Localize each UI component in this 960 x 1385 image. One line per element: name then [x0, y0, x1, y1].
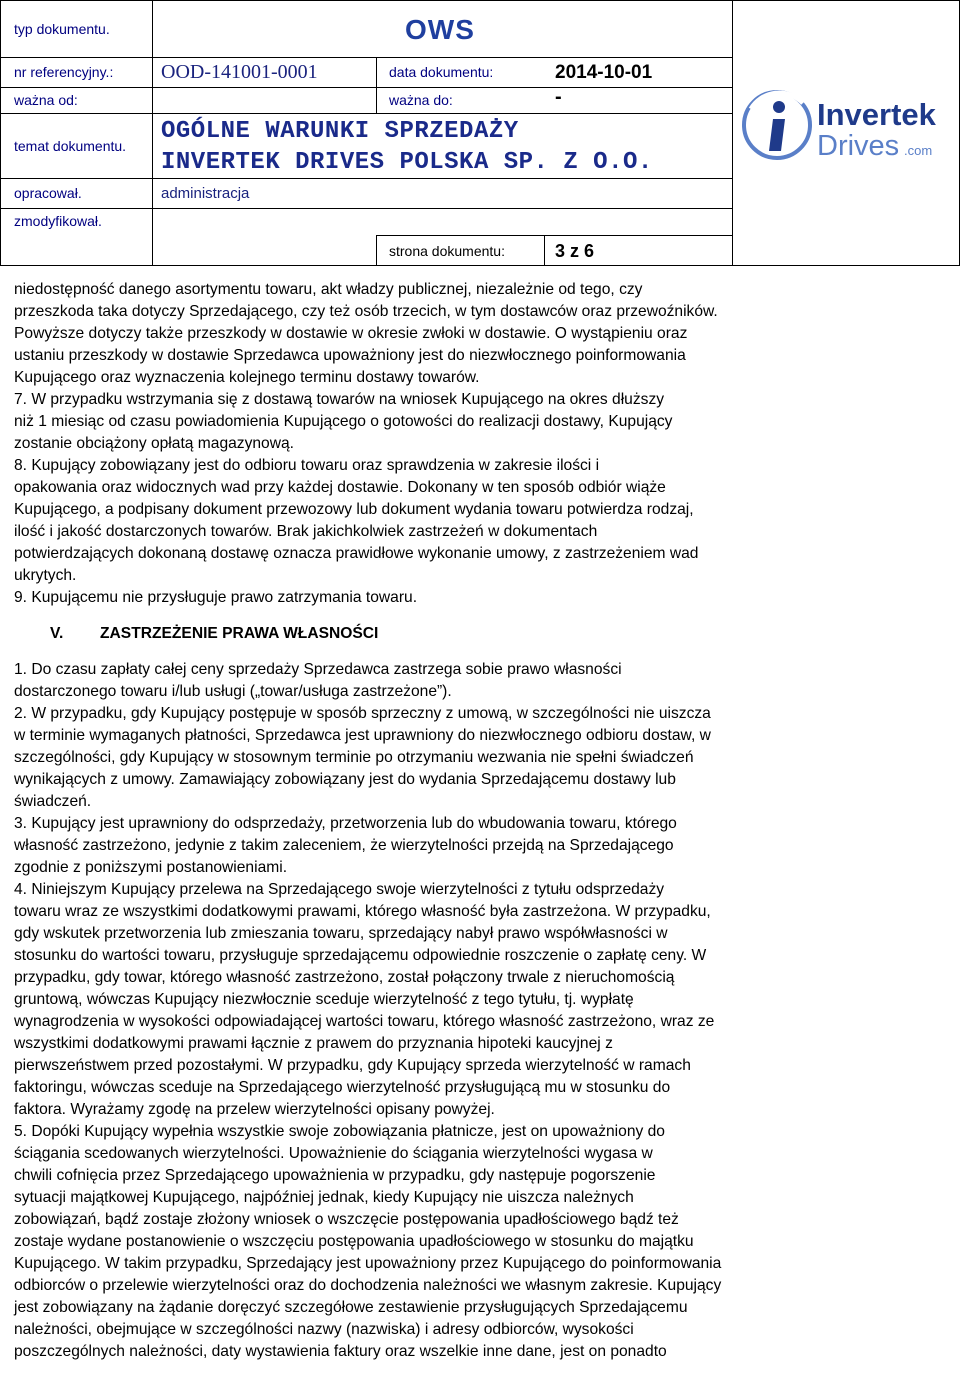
- header-divider: [1, 208, 732, 209]
- header-divider: [1, 87, 732, 88]
- header-divider: [376, 57, 377, 113]
- text-line: 3. Kupujący jest uprawniony do odsprzedaży, przetworzenia lub do wbudowania towaru, którego: [14, 815, 677, 832]
- text-line: zobowiązań, bądź zostaje złożony wniosek o wszczęcie postępowania upadłościowego bądź też: [14, 1211, 679, 1228]
- section-heading: [14, 623, 944, 645]
- text-line: zostanie obciążony opłatą magazynową.: [14, 435, 294, 452]
- text-line: ukrytych.: [14, 567, 77, 584]
- body-paragraphs-bottom: [14, 659, 944, 1363]
- header-divider: [376, 235, 732, 236]
- text-line: zostaje wydane postanowienie o wszczęciu postępowania upadłościowego w stosunku do majątku: [14, 1233, 694, 1250]
- text-line: 8. Kupujący zobowiązany jest do odbioru towaru oraz sprawdzenia w zakresie ilości i: [14, 457, 600, 474]
- document-date-label: data dokumentu:: [389, 64, 494, 80]
- reference-number-value: OOD-141001-0001: [161, 61, 318, 83]
- text-line: odbiorców o przelewie wierzytelności oraz do dochodzenia należności we własnym zakresie. Kupujący: [14, 1277, 722, 1294]
- document-topic-line1: OGÓLNE WARUNKI SPRZEDAŻY: [161, 118, 519, 145]
- header-divider: [1, 57, 732, 58]
- text-line: szczególności, gdy Kupujący w stosownym terminie po otrzymaniu wezwania nie spełni świadczeń: [14, 749, 694, 766]
- text-line: 1. Do czasu zapłaty całej ceny sprzedaży Sprzedawca zastrzega sobie prawo własności: [14, 661, 622, 678]
- text-line: Kupującego, a podpisany dokument przewozowy lub dokument wydania towaru potwierdza rodzaj,: [14, 501, 694, 518]
- text-line: 4. Niniejszym Kupujący przelewa na Sprzedającego swoje wierzytelności z tytułu odsprzedaży: [14, 881, 665, 898]
- text-line: niedostępność danego asortymentu towaru, akt władzy publicznej, niezależnie od tego, czy: [14, 281, 643, 298]
- document-body: [14, 279, 944, 1363]
- text-line: towaru wraz ze wszystkimi dodatkowymi prawami, którego własność była zastrzeżona. W przypadku,: [14, 903, 711, 920]
- valid-from-label: ważna od:: [14, 92, 78, 108]
- text-line: wszystkimi dodatkowymi prawami łącznie z prawem do przyznania hipoteki kaucyjnej z: [14, 1035, 613, 1052]
- text-line: w terminie wymaganych płatności, Sprzedawca jest uprawniony do niezwłocznego odbioru dostaw, w: [14, 727, 711, 744]
- text-line: przypadku, gdy towar, którego własność zastrzeżono, został połączony trwale z nieruchomością: [14, 969, 675, 986]
- text-line: chwili cofnięcia przez Sprzedającego upoważnienia w przypadku, gdy następuje pogorszenie: [14, 1167, 656, 1184]
- text-line: stosunku do wartości towaru, przysługuje sprzedającemu odpowiednie roszczenie o zapłatę ceny. W: [14, 947, 707, 964]
- document-type-label: typ dokumentu.: [14, 21, 110, 37]
- text-line: pierwszeństwem przed pozostałymi. W przypadku, gdy Kupujący sprzeda wierzytelność w ramach: [14, 1057, 691, 1074]
- document-date-value: 2014-10-01: [555, 62, 653, 83]
- text-line: zgodnie z poniższymi postanowieniami.: [14, 859, 288, 876]
- text-line: 9. Kupującemu nie przysługuje prawo zatrzymania towaru.: [14, 589, 418, 606]
- document-topic-label: temat dokumentu.: [14, 138, 127, 154]
- text-line: ilość i jakość dostarczonych towarów. Brak jakichkolwiek zastrzeżeń w dokumentach: [14, 523, 598, 540]
- page-number-value: 3 z 6: [555, 241, 595, 261]
- header-divider: [732, 1, 733, 265]
- text-line: faktoringu, wówczas sceduje na Sprzedającego wierzytelność przysługującą mu w stosunku do: [14, 1079, 671, 1096]
- text-line: własność zastrzeżono, jedynie z takim zaleceniem, że wierzytelności przejdą na Sprzedającego: [14, 837, 674, 854]
- reference-number-label: nr referencyjny.:: [14, 64, 114, 80]
- body-paragraphs-top: [14, 279, 944, 609]
- text-line: 7. W przypadku wstrzymania się z dostawą towarów na wniosek Kupującego na okres dłuższy: [14, 391, 665, 408]
- text-line: gruntową, wówczas Kupujący niezwłocznie sceduje wierzytelność z tego tytułu, tj. wypłatę: [14, 991, 634, 1008]
- logo-text-invertek: Invertek: [817, 97, 936, 132]
- text-line: dostarczonego towaru i/lub usługi („towar/usługa zastrzeżone”).: [14, 683, 452, 700]
- modified-by-label: zmodyfikował.: [14, 213, 102, 229]
- text-line: sytuacji majątkowej Kupującego, najpóźniej jednak, kiedy Kupujący nie uiszcza należnych: [14, 1189, 634, 1206]
- section-title: ZASTRZEŻENIE PRAWA WŁASNOŚCI: [100, 625, 379, 642]
- header-divider: [376, 235, 377, 265]
- document-topic-line2: INVERTEK DRIVES POLSKA SP. Z O.O.: [161, 149, 653, 176]
- section-number: V.: [50, 625, 64, 642]
- prepared-by-value: administracja: [161, 185, 250, 202]
- prepared-by-label: opracował.: [14, 185, 82, 201]
- text-line: świadczeń.: [14, 793, 92, 810]
- invertek-drives-logo: [739, 81, 949, 171]
- text-line: przeszkoda taka dotyczy Sprzedającego, czy też osób trzecich, w tym dostawców oraz przewoźników.: [14, 303, 718, 320]
- header-divider: [1, 113, 732, 114]
- text-line: należności, obejmujące w szczególności nazwy (nazwiska) i adresy odbiorców, wysokości: [14, 1321, 634, 1338]
- logo-text-suffix: .com: [904, 143, 933, 158]
- document-header: [0, 0, 960, 266]
- valid-to-label: ważna do:: [389, 92, 453, 108]
- logo-text-drives: Drives: [817, 130, 900, 162]
- text-line: 5. Dopóki Kupujący wypełnia wszystkie swoje zobowiązania płatnicze, jest on upoważniony do: [14, 1123, 665, 1140]
- text-line: wynikających z umowy. Zamawiający zobowiązany jest do wydania Sprzedającemu dostawy lub: [14, 771, 676, 788]
- text-line: gdy wskutek przetworzenia lub zmieszania towaru, sprzedający nabył prawo współwłasności w: [14, 925, 668, 942]
- text-line: jest zobowiązany na żądanie doręczyć szczegółowe zestawienie przysługujących Sprzedającemu: [14, 1299, 688, 1316]
- text-line: ustaniu przeszkody w dostawie Sprzedawca upoważniony jest do niezwłocznego poinformowania: [14, 347, 686, 364]
- header-divider: [1, 178, 732, 179]
- header-divider: [544, 235, 545, 265]
- header-divider: [152, 1, 153, 265]
- text-line: Kupującego. W takim przypadku, Sprzedający jest upoważniony przez Kupującego do poinformowania: [14, 1255, 722, 1272]
- text-line: Kupującego oraz wyznaczenia kolejnego terminu dostawy towarów.: [14, 369, 480, 386]
- text-line: ściągania scedowanych wierzytelności. Upoważnienie do ściągania wierzytelności wygasa w: [14, 1145, 653, 1162]
- text-line: poszczególnych należności, daty wystawienia faktury oraz wszelkie inne dane, jest on ponadto: [14, 1343, 667, 1360]
- page-number-label: strona dokumentu:: [389, 243, 505, 259]
- valid-to-value: -: [555, 86, 562, 108]
- text-line: potwierdzających dokonaną dostawę oznacza prawidłowe wykonanie umowy, z zastrzeżeniem wad: [14, 545, 699, 562]
- text-line: wynagrodzenia w wysokości odpowiadającej wartości towaru, którego własność zastrzeżono, wraz ze: [14, 1013, 715, 1030]
- text-line: faktora. Wyrażamy zgodę na przelew wierzytelności opisany powyżej.: [14, 1101, 495, 1118]
- text-line: 2. W przypadku, gdy Kupujący postępuje w sposób sprzeczny z umową, w szczególności nie uiszcza: [14, 705, 711, 722]
- text-line: Powyższe dotyczy także przeszkody w dostawie w okresie zwłoki w dostawie. O wystąpieniu oraz: [14, 325, 688, 342]
- text-line: opakowania oraz widocznych wad przy każdej dostawie. Dokonany w ten sposób odbiór wiąże: [14, 479, 666, 496]
- text-line: niż 1 miesiąc od czasu powiadomienia Kupującego o gotowości do realizacji dostawy, Kupujący: [14, 413, 673, 430]
- document-type-value: OWS: [405, 14, 475, 45]
